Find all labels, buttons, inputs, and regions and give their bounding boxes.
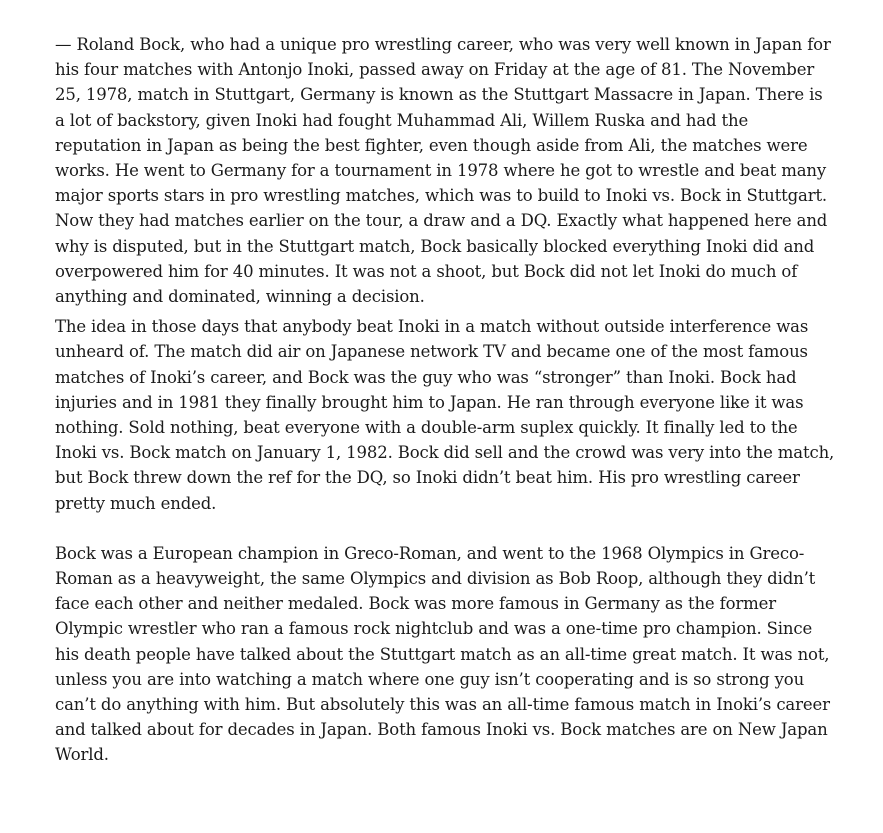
article-paragraph-2: The idea in those days that anybody beat Inoki in a match without outside interference was unheard of. The match did air on Japanese network TV and became one of the most famous matches of Inoki’s career, and Bock was the guy who was “stronger” than Inoki. Bock had injuries and in 1981 they finally brought him to Japan. He ran through everyone like it was nothing. Sold nothing, beat everyone with a double-arm suplex quickly. It finally led to the Inoki vs. Bock match on January 1, 1982. Bock did sell and the crowd was very into the match, but Bock threw down the ref for the DQ, so Inoki didn’t beat him. His pro wrestling career pretty much ended. <box>55 317 835 513</box>
article-body <box>55 32 835 768</box>
article-paragraph-3: Bock was a European champion in Greco-Roman, and went to the 1968 Olympics in Greco-Roman as a heavyweight, the same Olympics and division as Bob Roop, although they didn’t face each other and neither medaled. Bock was more famous in Germany as the former Olympic wrestler who ran a famous rock nightclub and was a one-time pro champion. Since his death people have talked about the Stuttgart match as an all-time great match. It was not, unless you are into watching a match where one guy isn’t cooperating and is so strong you can’t do anything with him. But absolutely this was an all-time famous match in Inoki’s career and talked about for decades in Japan. Both famous Inoki vs. Bock matches are on New Japan World. <box>55 543 830 765</box>
article-paragraph-1: — Roland Bock, who had a unique pro wrestling career, who was very well known in Japan for his four matches with Antonjo Inoki, passed away on Friday at the age of 81. The November 25, 1978, match in Stuttgart, Germany is known as the Stuttgart Massacre in Japan. There is a lot of backstory, given Inoki had fought Muhammad Ali, Willem Ruska and had the reputation in Japan as being the best fighter, even though aside from Ali, the matches were works. He went to Germany for a tournament in 1978 where he got to wrestle and beat many major sports stars in pro wrestling matches, which was to build to Inoki vs. Bock in Stuttgart. Now they had matches earlier on the tour, a draw and a DQ. Exactly what happened here and why is disputed, but in the Stuttgart match, Bock basically blocked everything Inoki did and overpowered him for 40 minutes. It was not a shoot, but Bock did not let Inoki do much of anything and dominated, winning a decision. <box>55 35 831 307</box>
